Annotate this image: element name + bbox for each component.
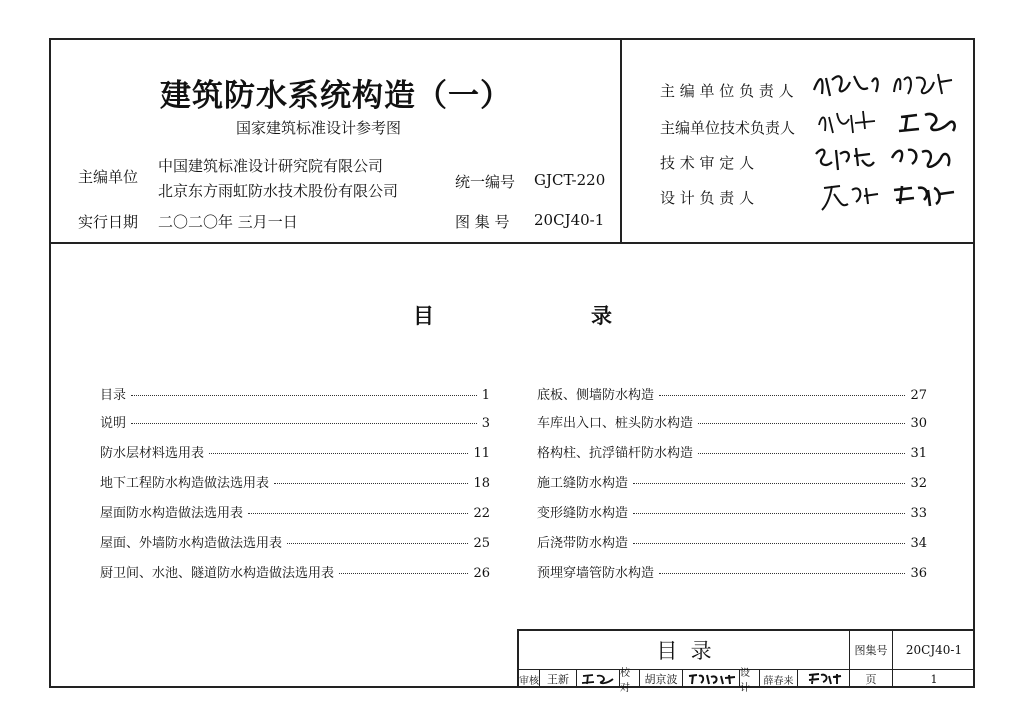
review-label: 审核 (519, 675, 539, 687)
check-label: 校对 (620, 668, 630, 694)
toc-leader-dots (633, 513, 905, 514)
toc-item[interactable] (100, 412, 490, 432)
toc-heading-right: 录 (591, 304, 612, 328)
toc-leader-dots (274, 483, 468, 484)
serial-value: GJCT-220 (534, 171, 606, 189)
toc-item-page: 33 (910, 506, 927, 521)
date-value: 二〇二〇年 三月一日 (158, 213, 298, 231)
toc-item[interactable] (537, 472, 927, 492)
toc-item[interactable] (100, 502, 490, 522)
toc-leader-dots (339, 573, 468, 574)
title-block-atlas-value: 20CJ40-1 (905, 643, 963, 657)
toc-item-title: 目录 (100, 388, 127, 403)
toc-item[interactable] (537, 562, 927, 582)
title-block-name: 目 录 (656, 639, 712, 663)
toc-item[interactable] (537, 384, 927, 404)
toc-item-page: 1 (481, 388, 490, 403)
title-block-vline (576, 669, 577, 688)
toc-item-page: 32 (910, 476, 927, 491)
toc-item-title: 防水层材料选用表 (100, 446, 205, 461)
title-block-atlas-label: 图集号 (854, 644, 888, 657)
toc-leader-dots (248, 513, 468, 514)
toc-leader-dots (131, 395, 477, 396)
chief-unit-head-label: 主 编 单 位 负 责 人 (660, 82, 794, 100)
toc-heading-left: 目 (413, 304, 434, 328)
toc-item-title: 变形缝防水构造 (537, 506, 629, 521)
toc-leader-dots (659, 573, 905, 574)
toc-item-title: 厨卫间、水池、隧道防水构造做法选用表 (100, 566, 335, 581)
check-signature (687, 672, 737, 686)
toc-item-title: 底板、侧墙防水构造 (537, 388, 655, 403)
signature-design-head (820, 178, 960, 214)
toc-item-title: 车库出入口、桩头防水构造 (537, 416, 694, 431)
toc-item-page: 36 (910, 566, 927, 581)
design-label: 设计 (740, 668, 750, 694)
header-divider (49, 242, 975, 244)
check-name: 胡京波 (644, 673, 678, 686)
signature-tech-reviewer (812, 140, 962, 176)
toc-item-title: 说明 (100, 416, 127, 431)
title-block-vline (682, 669, 683, 688)
toc-item-page: 34 (910, 536, 927, 551)
toc-item-page: 30 (910, 416, 927, 431)
title-block (517, 629, 975, 694)
toc-item[interactable] (100, 442, 490, 462)
tech-reviewer-label: 技 术 审 定 人 (660, 154, 755, 172)
toc-leader-dots (698, 423, 905, 424)
atlas-title: 建筑防水系统构造（一） (160, 78, 512, 114)
editor-unit-label: 主编单位 (78, 168, 139, 186)
toc-right-column (537, 384, 927, 584)
toc-item-title: 预埋穿墙管防水构造 (537, 566, 655, 581)
toc-item-title: 后浇带防水构造 (537, 536, 629, 551)
editor-unit-1: 中国建筑标准设计研究院有限公司 (158, 157, 384, 175)
toc-item-page: 3 (481, 416, 490, 431)
toc-item-page: 27 (910, 388, 927, 403)
editor-unit-2: 北京东方雨虹防水技术股份有限公司 (158, 182, 399, 200)
atlas-number-label: 图 集 号 (455, 213, 510, 231)
date-label: 实行日期 (78, 213, 139, 231)
toc-item-page: 11 (473, 446, 490, 461)
signature-chief-unit-head (810, 68, 960, 102)
toc-item-page: 22 (473, 506, 490, 521)
page-label: 页 (865, 673, 877, 686)
review-signature (581, 672, 615, 686)
toc-item-title: 屋面、外墙防水构造做法选用表 (100, 536, 283, 551)
design-name: 薛春来 (763, 675, 794, 687)
chief-tech-head-label: 主编单位技术负责人 (660, 119, 796, 137)
toc-item[interactable] (100, 532, 490, 552)
toc-item[interactable] (100, 562, 490, 582)
toc-item-page: 31 (910, 446, 927, 461)
toc-item[interactable] (537, 502, 927, 522)
toc-leader-dots (287, 543, 468, 544)
toc-item-page: 25 (473, 536, 490, 551)
toc-item[interactable] (537, 412, 927, 432)
review-name: 王新 (547, 673, 569, 686)
toc-left-column (100, 384, 490, 584)
title-block-vline (797, 669, 798, 688)
header-vertical-divider (620, 38, 622, 244)
design-signature (807, 672, 843, 686)
atlas-subtitle: 国家建筑标准设计参考图 (236, 119, 402, 137)
toc-item-title: 施工缝防水构造 (537, 476, 629, 491)
toc-item[interactable] (100, 472, 490, 492)
toc-item[interactable] (537, 442, 927, 462)
toc-item[interactable] (100, 384, 490, 404)
toc-item-page: 26 (473, 566, 490, 581)
design-head-label: 设 计 负 责 人 (660, 189, 755, 207)
toc-leader-dots (633, 543, 905, 544)
toc-leader-dots (209, 453, 468, 454)
toc-leader-dots (633, 483, 905, 484)
toc-leader-dots (698, 453, 905, 454)
toc-item-title: 屋面防水构造做法选用表 (100, 506, 244, 521)
toc-item[interactable] (537, 532, 927, 552)
atlas-number-value: 20CJ40-1 (534, 211, 605, 229)
serial-label: 统一编号 (455, 173, 516, 191)
toc-leader-dots (131, 423, 477, 424)
toc-item-title: 格构柱、抗浮锚杆防水构造 (537, 446, 694, 461)
toc-item-title: 地下工程防水构造做法选用表 (100, 476, 270, 491)
toc-item-page: 18 (473, 476, 490, 491)
toc-leader-dots (659, 395, 905, 396)
page-value: 1 (930, 672, 938, 686)
signature-chief-tech-head (815, 105, 965, 139)
